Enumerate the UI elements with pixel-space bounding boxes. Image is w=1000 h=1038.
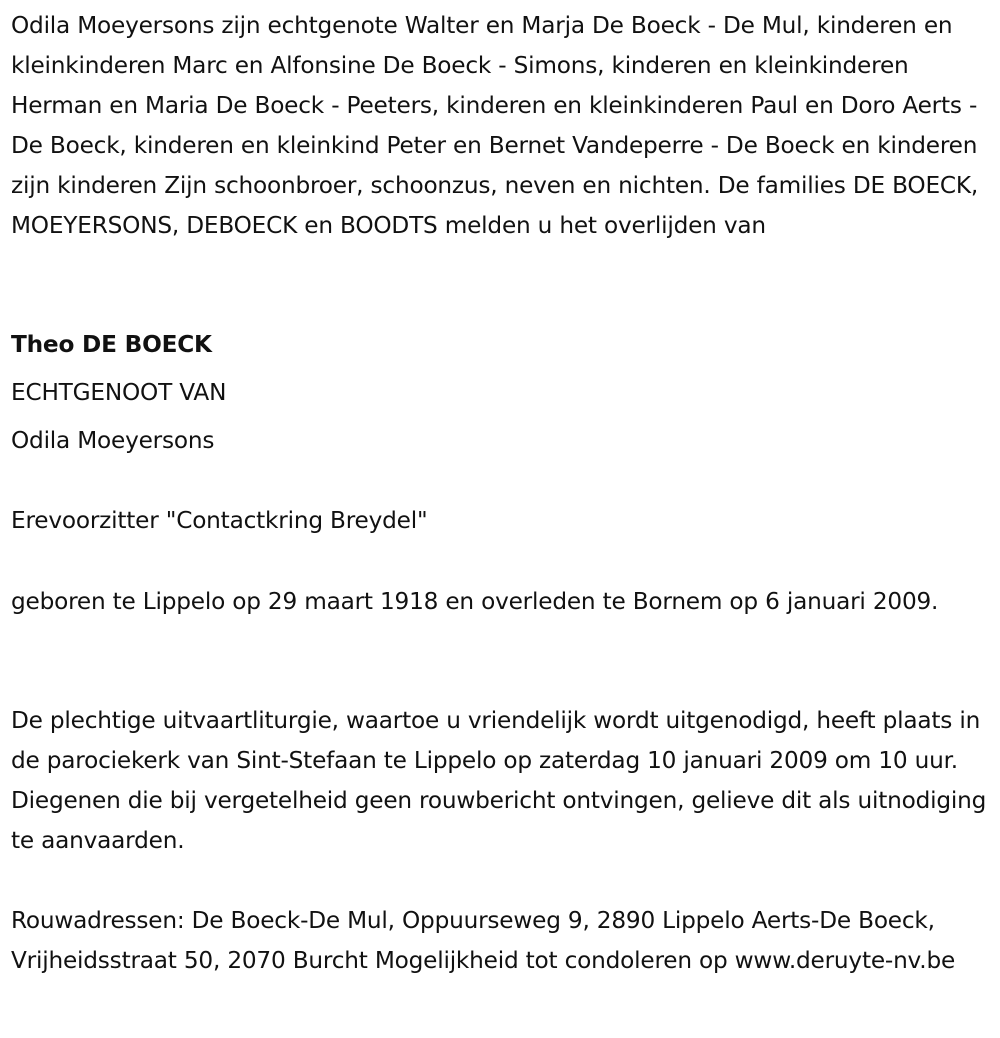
condolence-addresses-paragraph: Rouwadressen: De Boeck-De Mul, Oppuurseweg 9, 2890 Lippelo Aerts-De Boeck, Vrijheidsstraat 50, 2070 Burcht Mogelijkheid tot condoleren op www.deruyte-nv.be	[11, 907, 956, 974]
honorary-role: Erevoorzitter "Contactkring Breydel"	[11, 507, 428, 534]
spouse-name: Odila Moeyersons	[11, 427, 215, 454]
family-announcement-paragraph: Odila Moeyersons zijn echtgenote Walter en Marja De Boeck - De Mul, kinderen en kleinkinderen Marc en Alfonsine De Boeck - Simons, kinderen en kleinkinderen Herman en Maria De Boeck - Peeters, kinderen en kleinkinderen Paul en Doro Aerts - De Boeck, kinderen en kleinkind Peter en Bernet Vandeperre - De Boeck en kinderen zijn kinderen Zijn schoonbroer, schoonzus, neven en nichten. De families DE BOECK, MOEYERSONS, DEBOECK en BOODTS melden u het overlijden van	[11, 12, 979, 239]
deceased-name: Theo DE BOECK	[11, 331, 212, 358]
relation-title: ECHTGENOOT VAN	[11, 379, 227, 406]
funeral-details-paragraph: De plechtige uitvaartliturgie, waartoe u vriendelijk wordt uitgenodigd, heeft plaats in de parociekerk van Sint-Stefaan te Lippelo op zaterdag 10 januari 2009 om 10 uur. Diegenen die bij vergetelheid geen rouwbericht ontvingen, gelieve dit als uitnodiging te aanvaarden.	[11, 707, 987, 854]
birth-death-paragraph: geboren te Lippelo op 29 maart 1918 en overleden te Bornem op 6 januari 2009.	[11, 588, 939, 615]
